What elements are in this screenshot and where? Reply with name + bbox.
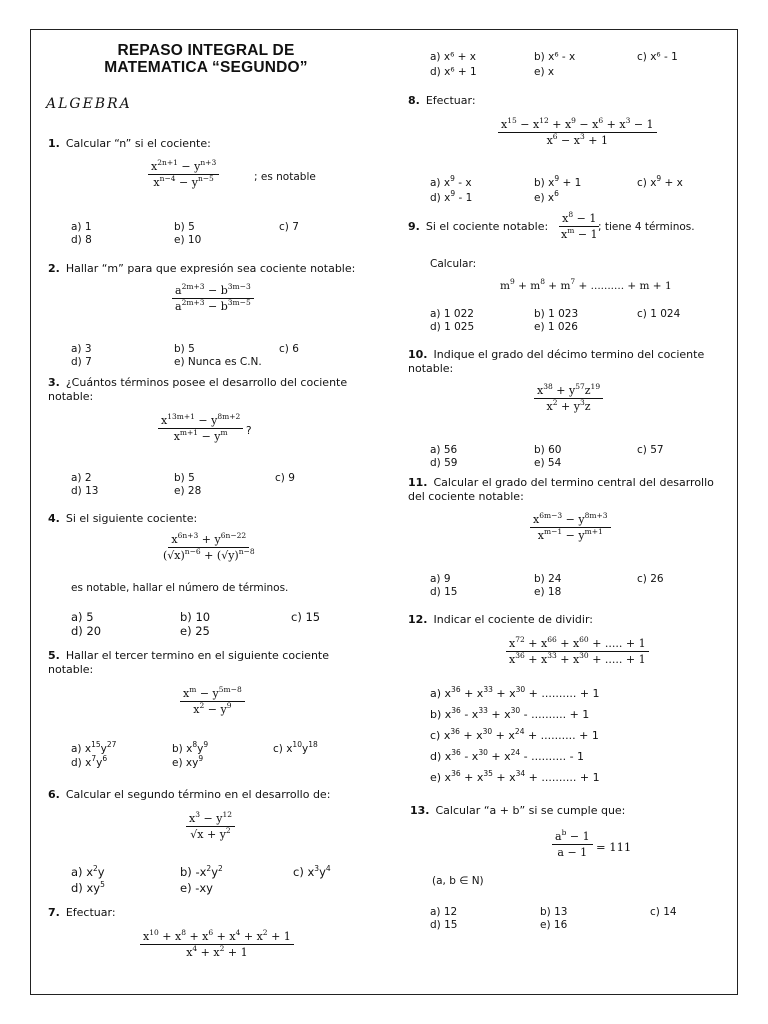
question-11 [408, 476, 728, 504]
question-10 [408, 348, 728, 376]
option: d) 8 [71, 234, 92, 246]
option: e) 25 [180, 624, 210, 638]
question-number: 3. [48, 376, 60, 389]
question-number: 1. [48, 137, 60, 150]
option: d) 15 [430, 919, 458, 931]
question-text: Efectuar: [425, 94, 476, 107]
question-3 [48, 376, 368, 404]
option: d) 20 [71, 624, 102, 638]
question-number: 2. [48, 262, 60, 275]
q4-options [71, 611, 371, 641]
option: c) 15 [291, 610, 321, 624]
option: b) $x^8y^9$ [172, 740, 209, 755]
q1-after: ; es notable [254, 171, 316, 183]
option: c) $x^{36} + x^{30} + x^{24}$ + .......... + 1 [430, 727, 599, 742]
option: b) $x^{36} - x^{33} + x^{30}$ - .......... + 1 [430, 706, 590, 721]
q6-fraction: $\frac{x^3 - y^{12}}{√x + y^2}$ [186, 812, 235, 841]
question-8 [408, 94, 476, 108]
question-text: Hallar “m” para que expresión sea cociente notable: [65, 262, 356, 275]
option: a) $x^9$ - x [430, 174, 472, 189]
title-line-2: MATEMATICA “SEGUNDO” [104, 59, 308, 76]
option: d) 59 [430, 457, 458, 469]
q4-after: es notable, hallar el número de términos. [71, 582, 289, 594]
option: d) 15 [430, 586, 458, 598]
option: e) 18 [534, 586, 562, 598]
question-13 [410, 804, 625, 818]
option: c) 14 [650, 906, 677, 918]
option: e) $x^6$ [534, 189, 559, 204]
question-text: ¿Cuántos términos posee el desarrollo del cociente notable: [48, 376, 348, 403]
question-7 [48, 906, 116, 920]
option: b) 1 023 [534, 308, 579, 320]
question-12 [408, 613, 593, 627]
question-text: Calcular “a + b” si se cumple que: [435, 804, 626, 817]
option: a) 56 [430, 444, 458, 456]
option: a) 9 [430, 573, 451, 585]
q8-options [430, 174, 730, 207]
title-line-1: REPASO INTEGRAL DE [117, 42, 295, 59]
option: e) 54 [534, 457, 562, 469]
q6-options [71, 866, 371, 898]
option: e) 10 [174, 234, 202, 246]
option: c) 6 [279, 343, 299, 355]
option: a) $x^{36} + x^{33} + x^{30}$ + .......... + 1 [430, 685, 600, 700]
option: c) 57 [637, 444, 664, 456]
option: b) x⁶ - x [534, 51, 576, 63]
question-number: 8. [408, 94, 420, 107]
question-number: 9. [408, 220, 420, 233]
option: a) 12 [430, 906, 458, 918]
option: d) 7 [71, 356, 92, 368]
section-heading: ALGEBRA [46, 96, 132, 112]
q2-options [71, 343, 371, 373]
question-text: Calcular el segundo término en el desarrollo de: [65, 788, 331, 801]
q13-options [430, 906, 730, 936]
q9-expression: $m^9 + m^8 + m^7$ + .......... + m + 1 [500, 277, 672, 292]
q11-fraction: $\frac{x^{6m-3} - y^{8m+3}}{x^{m-1} - y^{m+1}}$ [530, 513, 611, 542]
q10-options [430, 444, 730, 474]
option: e) x [534, 66, 555, 78]
question-text: Indique el grado del décimo termino del cociente notable: [408, 348, 705, 375]
option: a) 5 [71, 610, 94, 624]
q2-fraction: $\frac{a^{2m+3} - b^{3m-3}}{a^{2m+3} - b^{3m-5}}$ [172, 284, 254, 313]
q9-fraction: $\frac{x^8 - 1}{x^m - 1}$ [561, 210, 598, 241]
option: d) $x^9 - 1$ [430, 189, 473, 204]
option: a) 1 022 [430, 308, 474, 320]
option: e) 28 [174, 485, 202, 497]
question-number: 4. [48, 512, 60, 525]
q9-after: ; tiene 4 términos. [598, 221, 695, 233]
option: b) 5 [174, 221, 195, 233]
option: a) $x^2y$ [71, 864, 105, 879]
question-number: 11. [408, 476, 428, 489]
q12-options [430, 685, 730, 788]
option: b) 10 [180, 610, 211, 624]
question-text: Si el cociente notable: [425, 220, 549, 233]
option: a) 2 [71, 472, 92, 484]
option: c) $x^3y^4$ [293, 864, 331, 879]
q7-fraction: $\frac{x^{10} + x^8 + x^6 + x^4 + x^2 + 1}{x^4 + x^2 + 1}$ [140, 930, 294, 959]
option: d) 13 [71, 485, 99, 497]
option: a) 3 [71, 343, 92, 355]
q3-after: ? [246, 425, 252, 437]
option: c) $x^{10}y^{18}$ [273, 740, 318, 755]
option: c) 26 [637, 573, 664, 585]
question-2 [48, 262, 355, 276]
question-text: Calcular el grado del termino central del desarrollo del cociente notable: [408, 476, 714, 503]
option: b) $-x^2y^2$ [180, 864, 223, 879]
option: d) $x^7y^6$ [71, 754, 108, 769]
option: b) 5 [174, 343, 195, 355]
option: b) 24 [534, 573, 562, 585]
question-text: Si el siguiente cociente: [65, 512, 198, 525]
question-number: 7. [48, 906, 60, 919]
option: c) 7 [279, 221, 299, 233]
option: d) $x^{36} - x^{30} + x^{24}$ - .......... - 1 [430, 748, 585, 763]
q5-options [71, 740, 371, 773]
option: e) $x^{36} + x^{35} + x^{34}$ + .......... + 1 [430, 769, 600, 784]
option: c) 1 024 [637, 308, 681, 320]
option: e) 16 [540, 919, 568, 931]
option: b) 60 [534, 444, 562, 456]
q3-options [71, 472, 371, 502]
option: d) 1 025 [430, 321, 475, 333]
q1-options [71, 221, 371, 251]
question-6 [48, 788, 330, 802]
question-number: 5. [48, 649, 60, 662]
option: c) 9 [275, 472, 295, 484]
question-text: Indicar el cociente de dividir: [433, 613, 594, 626]
question-text: Hallar el tercer termino en el siguiente cociente notable: [48, 649, 329, 676]
q13-fraction: $\frac{a^b - 1}{a - 1}$ [552, 830, 593, 859]
option: e) -xy [180, 881, 213, 895]
option: c) x⁶ - 1 [637, 51, 678, 63]
option: a) $x^{15}y^{27}$ [71, 740, 117, 755]
q3-fraction: $\frac{x^{13m+1} - y^{8m+2}}{x^{m+1} - y^m}$ [158, 414, 243, 443]
option: e) 1 026 [534, 321, 578, 333]
question-number: 12. [408, 613, 428, 626]
q12-fraction: $\frac{x^{72} + x^{66} + x^{60} + ..... + 1}{x^{36} + x^{33} + x^{30} + ..... + 1}$ [506, 637, 649, 666]
q13-equals: = 111 [596, 840, 632, 854]
option: d) x⁶ + 1 [430, 66, 477, 78]
question-text: Calcular “n” si el cociente: [65, 137, 211, 150]
question-text: Efectuar: [65, 906, 116, 919]
question-number: 13. [410, 804, 430, 817]
q7-options [430, 51, 730, 81]
option: a) 1 [71, 221, 92, 233]
q9-options [430, 308, 730, 338]
q9-calc: Calcular: [430, 258, 477, 270]
question-5 [48, 649, 368, 677]
question-number: 6. [48, 788, 60, 801]
option: e) $xy^9$ [172, 754, 204, 769]
option: c) $x^9 + x$ [637, 174, 683, 189]
page-title [46, 42, 366, 76]
q4-fraction: $\frac{x^{6n+3} + y^{6n-22}}{(√x)^{n-6} + (√y)^{n-8}}$ [163, 531, 255, 562]
question-1 [48, 137, 211, 151]
q10-fraction: $\frac{x^{38} + y^{57}z^{19}}{x^2 + y^3z}$ [534, 384, 603, 413]
option: b) 13 [540, 906, 568, 918]
question-4 [48, 512, 197, 526]
option: b) $x^9 + 1$ [534, 174, 582, 189]
q11-options [430, 573, 730, 603]
q5-fraction: $\frac{x^m - y^{5m-8}}{x^2 - y^9}$ [180, 687, 245, 716]
q1-fraction: $\frac{x^{2n+1} - y^{n+3}}{x^{n-4} - y^{n-5}}$ [148, 160, 219, 189]
question-9 [408, 220, 548, 234]
option: b) 5 [174, 472, 195, 484]
option: a) x⁶ + x [430, 51, 476, 63]
option: d) $xy^5$ [71, 880, 105, 895]
question-number: 10. [408, 348, 428, 361]
option: e) Nunca es C.N. [174, 356, 262, 368]
q8-fraction: $\frac{x^{15} - x^{12} + x^9 - x^6 + x^3 - 1}{x^6 - x^3 + 1}$ [498, 118, 657, 147]
q13-condition: (a, b ∈ N) [432, 875, 484, 887]
